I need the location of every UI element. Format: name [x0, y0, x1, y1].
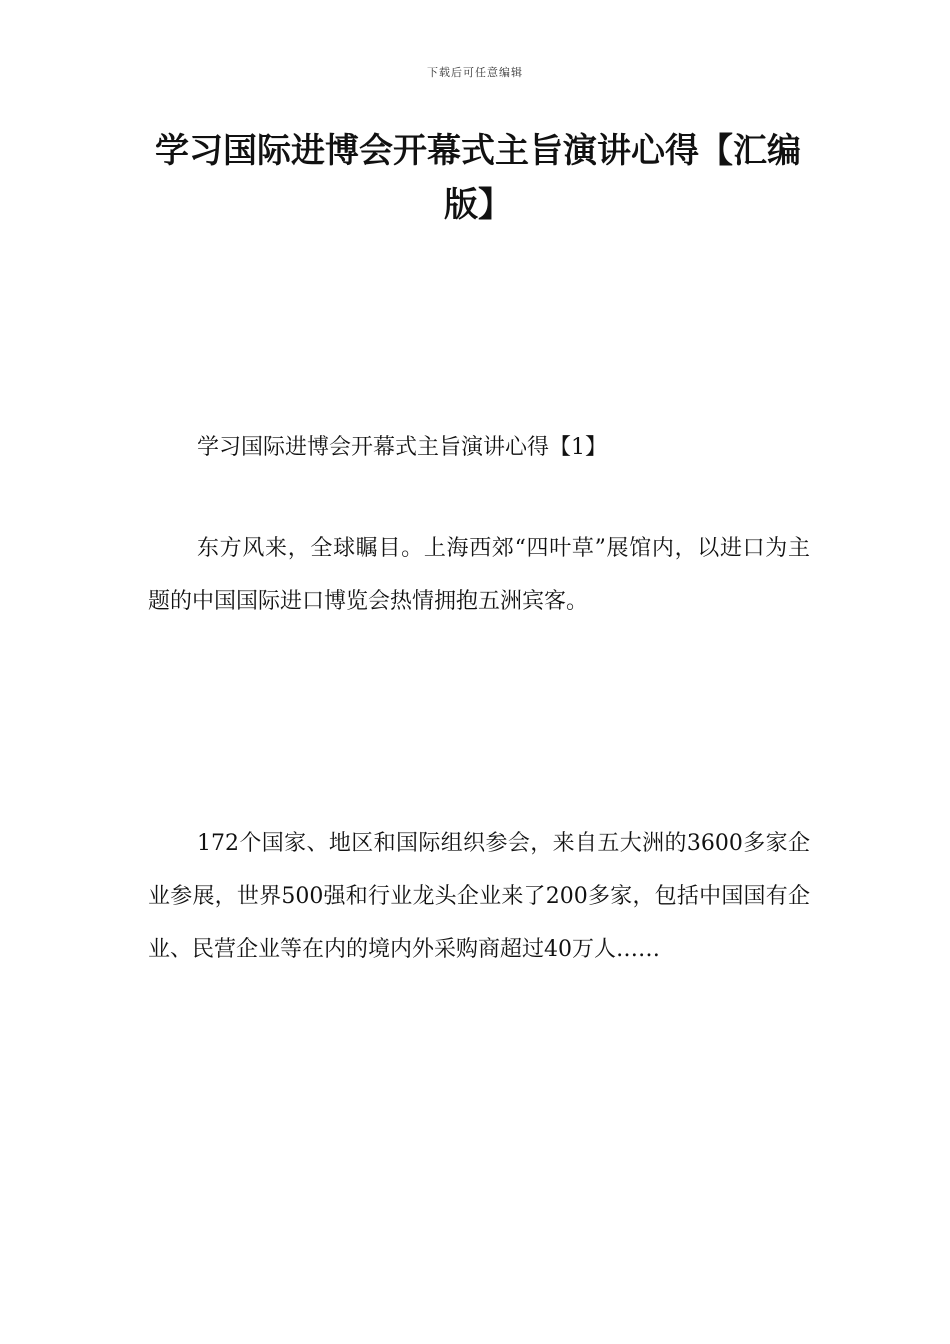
section-heading: 学习国际进博会开幕式主旨演讲心得【1】 [197, 435, 607, 460]
header-note: 下载后可任意编辑 [427, 66, 523, 79]
body-paragraph: 东方风来，全球瞩目。上海西郊“四叶草”展馆内，以进口为主题的中国国际进口博览会热情拥抱五洲宾客。 [148, 536, 810, 614]
body-paragraph: 172个国家、地区和国际组织参会，来自五大洲的3600多家企业参展，世界500强和行业龙头企业来了200多家，包括中国国有企业、民营企业等在内的境内外采购商超过40万人…… [148, 831, 810, 962]
document-title: 学习国际进博会开幕式主旨演讲心得【汇编版】 [155, 131, 801, 225]
